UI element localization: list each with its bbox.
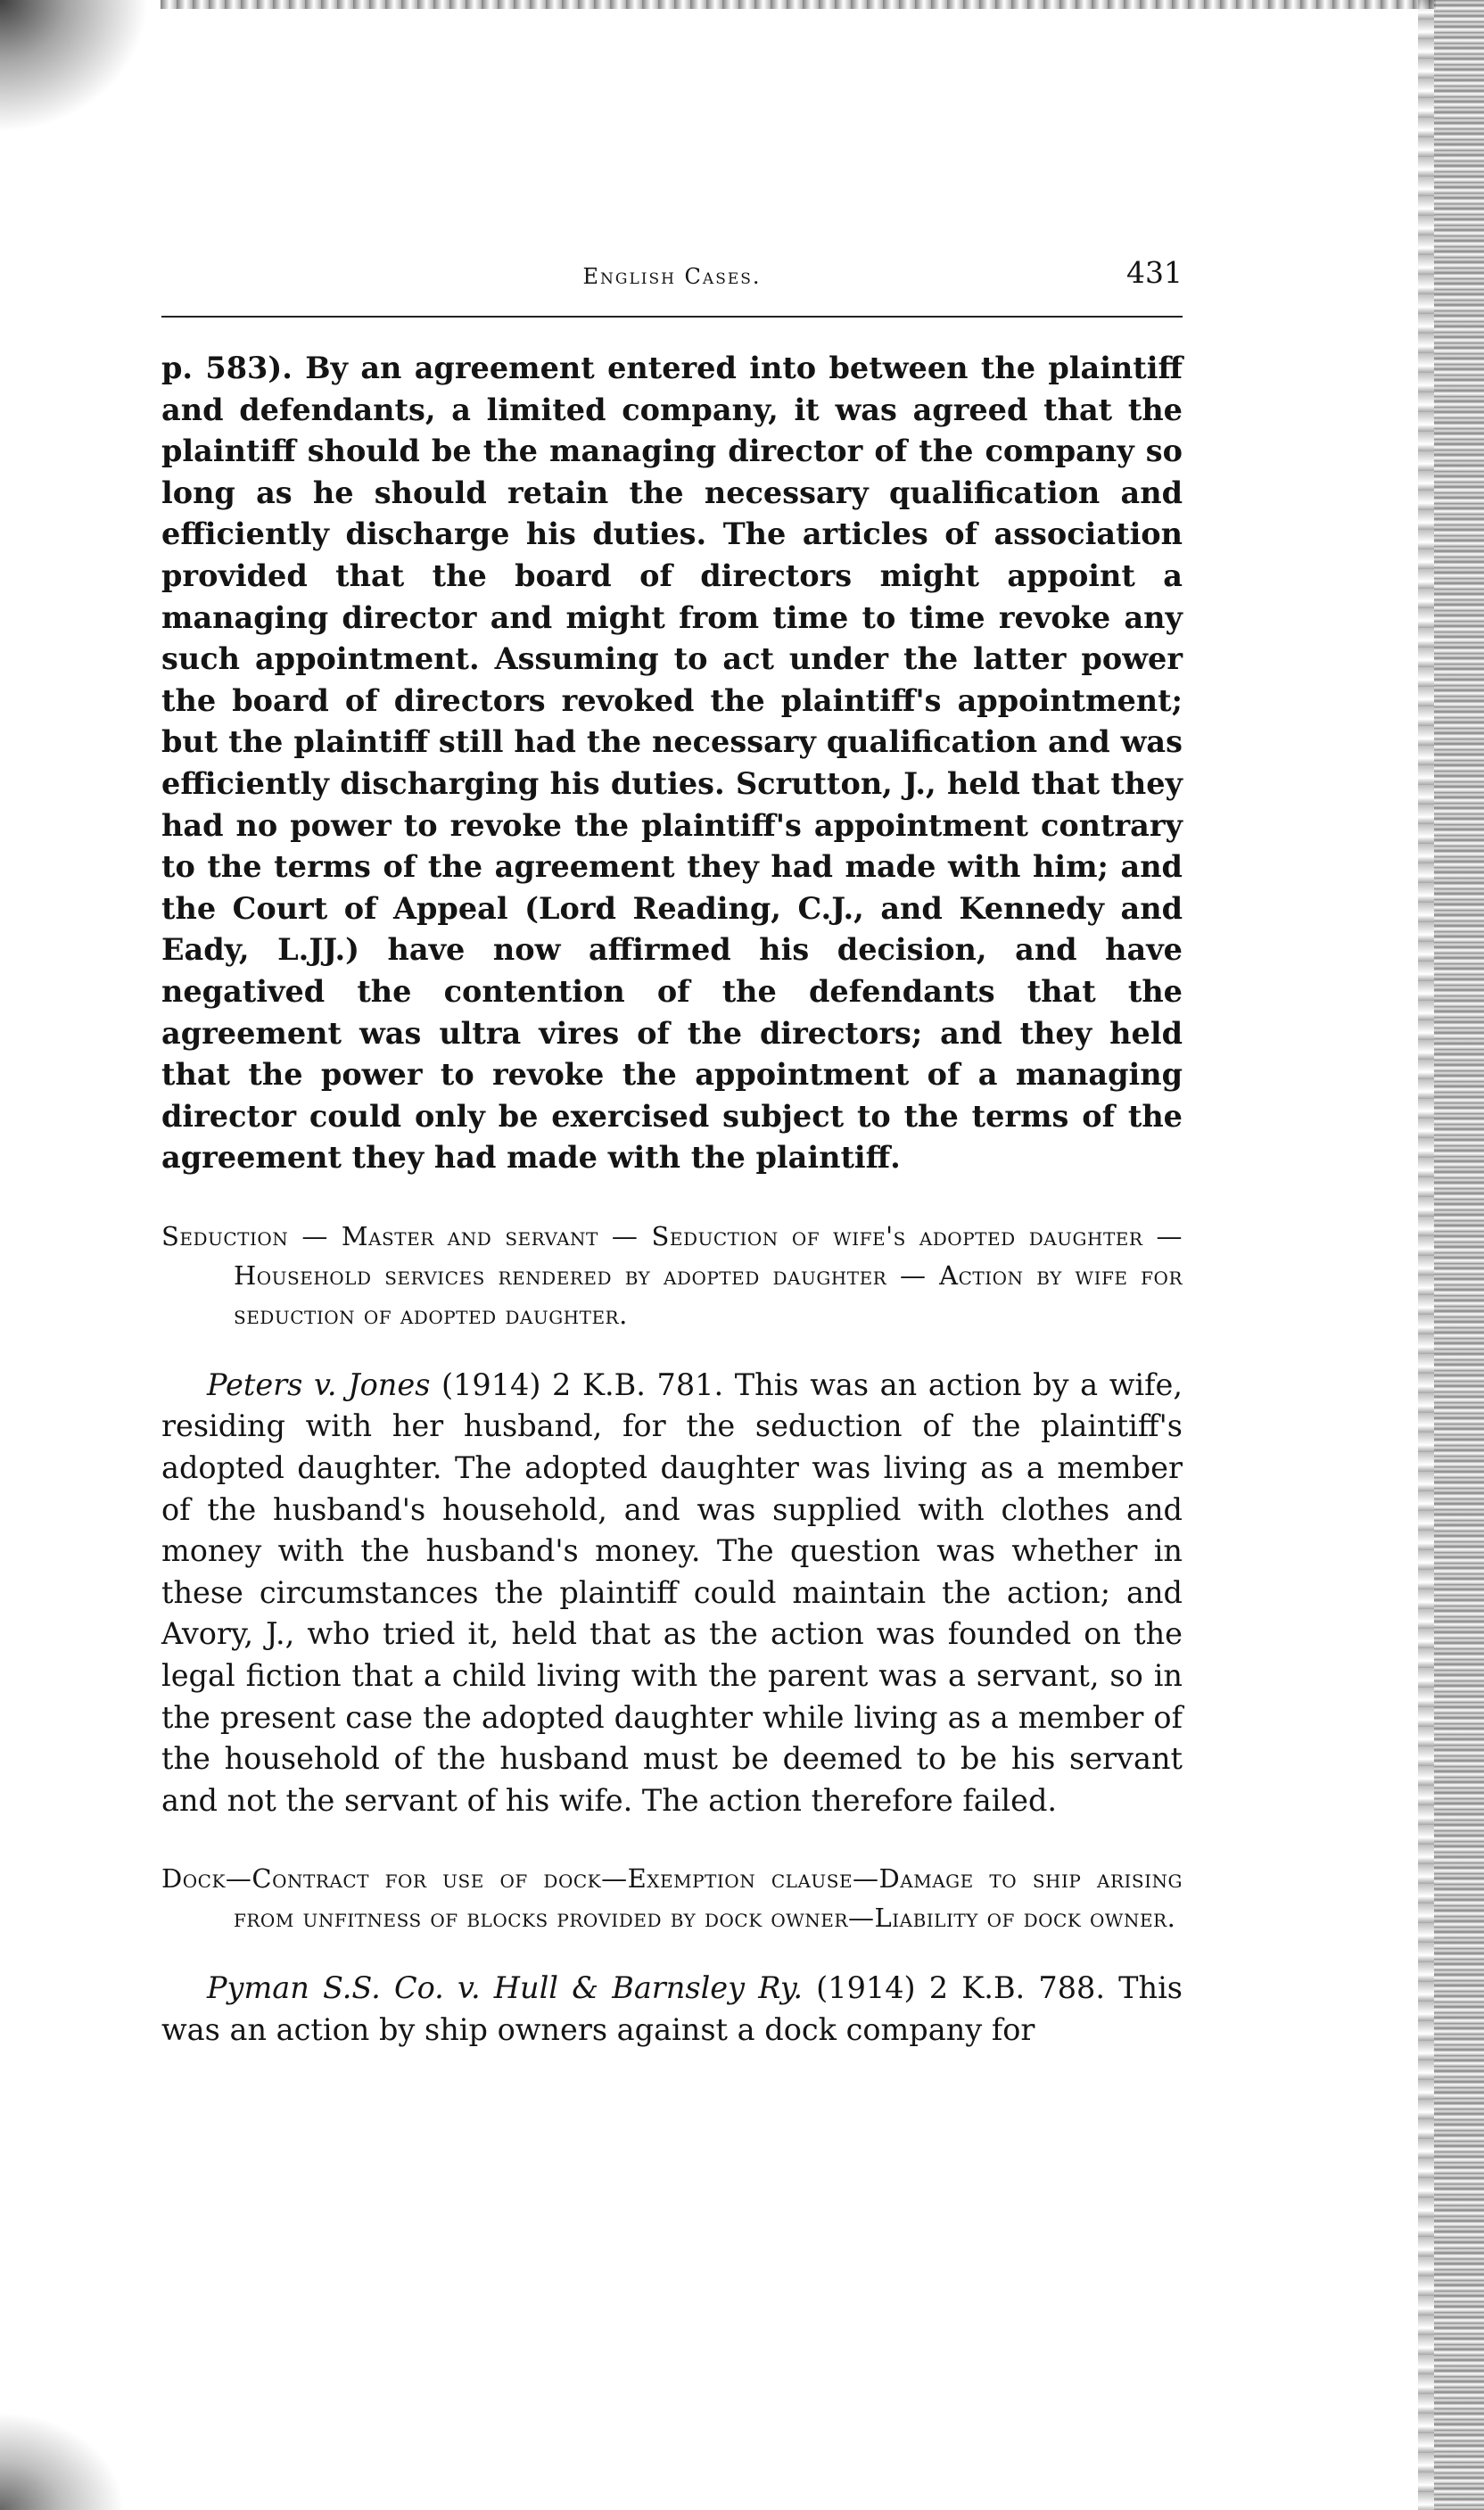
case-name-pyman-v-hull: Pyman S.S. Co. v. Hull & Barnsley Ry. (207, 1970, 803, 2006)
scan-shadow-top (161, 0, 1436, 9)
paragraph-peters-v-jones-text: (1914) 2 K.B. 781. This was an action by a wife, residing with her husband, for the seduction of the plaintiff's adopted daughter. The adopted daughter was living as a member of the husband's household, and was supplied with clothes and money with the husband's money. The question was whether in these circumstances the plaintiff could maintain the action; and Avory, J., who tried it, held that as the action was founded on the legal fiction that a child living with the parent was a servant, so in the present case the adopted daughter while living as a member of the household of the husband must be deemed to be his servant and not the servant of his wife. The action therefore failed. (161, 1366, 1183, 1818)
paragraph-pyman-v-hull-text: (1914) 2 K.B. 788. This was an action by ship owners against a dock company for (161, 1970, 1183, 2047)
paragraph-peters-v-jones (161, 1365, 1183, 1822)
scan-shadow-top-left (0, 0, 161, 143)
case-name-peters-v-jones: Peters v. Jones (207, 1366, 431, 1402)
scan-shadow-bottom-left (0, 2412, 125, 2510)
case-heading-dock: Dock—Contract for use of dock—Exemption clause—Damage to ship arising from unfitness of blocks provided by dock owner—Liability of dock owner. (161, 1863, 1183, 1934)
running-head (161, 250, 1183, 303)
page-body (161, 250, 1183, 2052)
case-heading-seduction: Seduction — Master and servant — Seduction of wife's adopted daughter — Household services rendered by adopted daughter — Action by wife for seduction of adopted daughter. (161, 1220, 1183, 1330)
page-number: 431 (1126, 255, 1183, 290)
running-title: English Cases. (582, 264, 762, 289)
scan-shadow-right (1434, 0, 1484, 2510)
scan-shadow-right-inner (1418, 0, 1434, 2510)
header-rule (161, 316, 1183, 318)
paragraph-pyman-v-hull (161, 1968, 1183, 2051)
paragraph-managing-director: p. 583). By an agreement entered into between the plaintiff and defendants, a limited company, it was agreed that the plaintiff should be the managing director of the company so long as he should retain the necessary qualification and efficiently discharge his duties. The articles of association provided that the board of directors might appoint a managing director and might from time to time revoke any such appointment. Assuming to act under the latter power the board of directors revoked the plaintiff's appointment; but the plaintiff still had the necessary qualification and was efficiently discharging his duties. Scrutton, J., held that they had no power to revoke the plaintiff's appointment contrary to the terms of the agreement they had made with him; and the Court of Appeal (Lord Reading, C.J., and Kennedy and Eady, L.JJ.) have now affirmed his decision, and have negatived the contention of the defendants that the agreement was ultra vires of the directors; and they held that the power to revoke the appointment of a managing director could only be exercised subject to the terms of the agreement they had made with the plaintiff. (161, 351, 1183, 1176)
